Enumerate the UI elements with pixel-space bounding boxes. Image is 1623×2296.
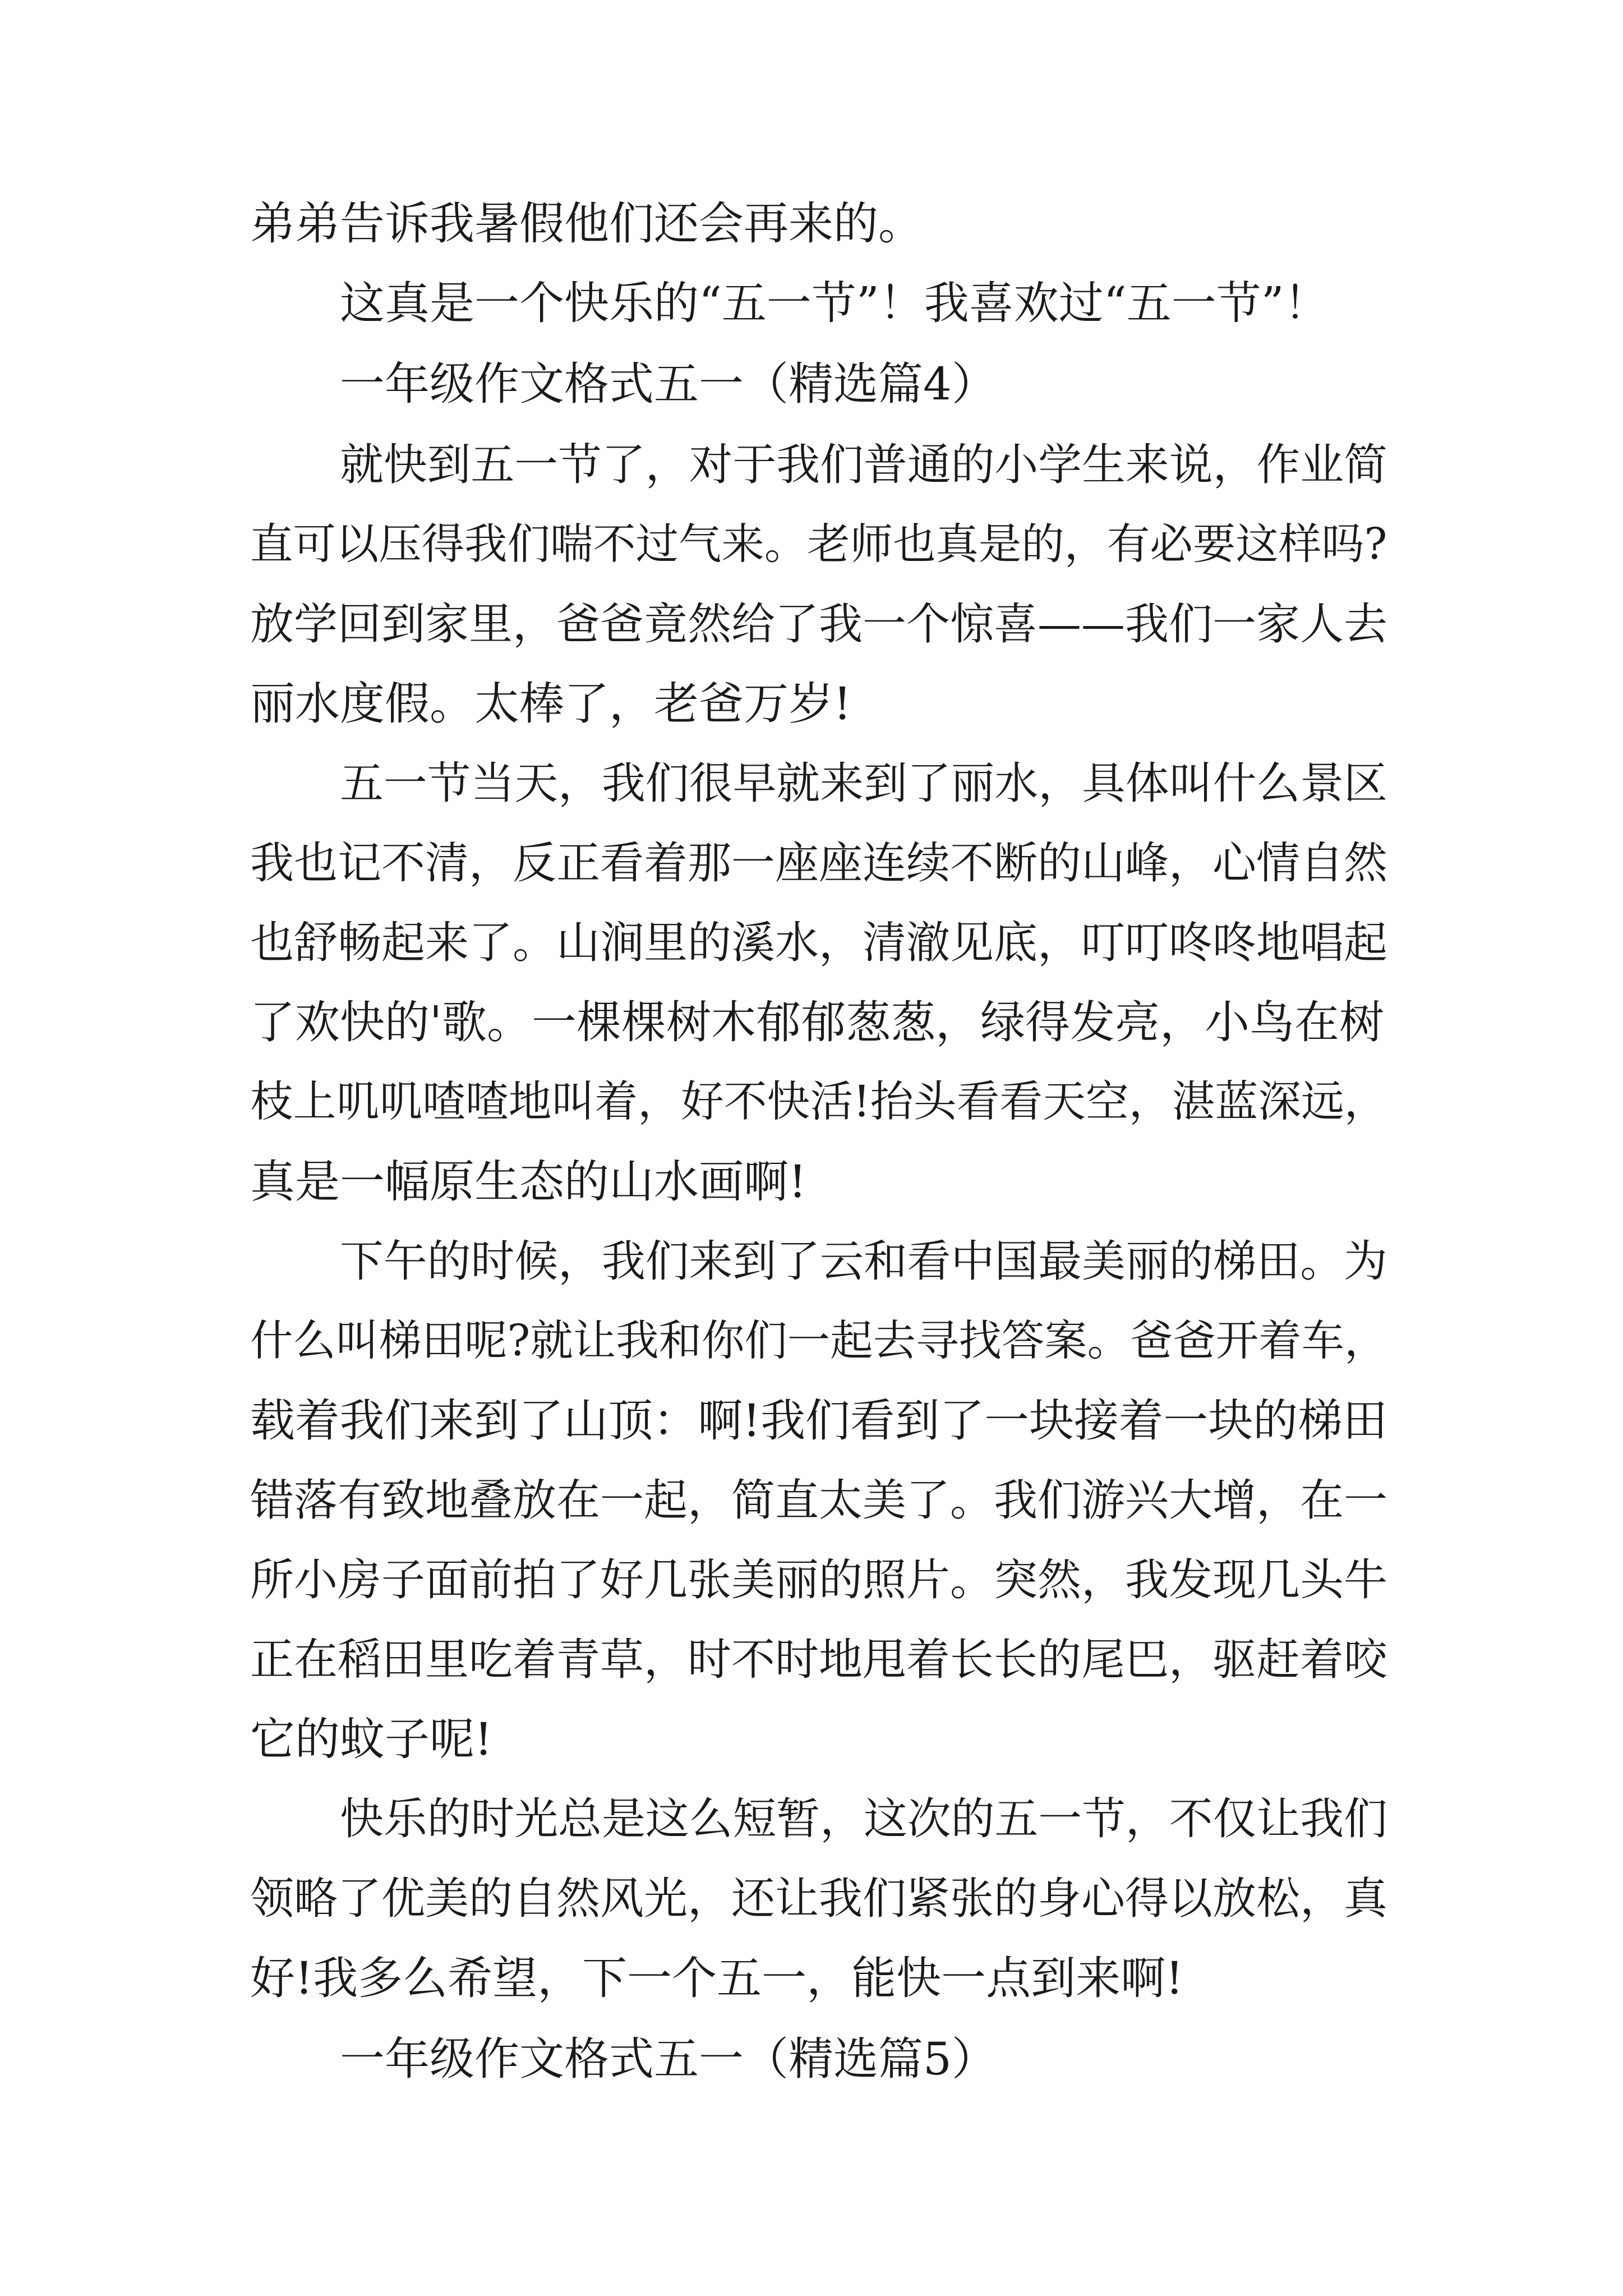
paragraph-line: 载着我们来到了山顶：啊!我们看到了一块接着一块的梯田 bbox=[250, 1395, 1387, 1447]
paragraph-line: 这真是一个快乐的“五一节”！我喜欢过“五一节”！ bbox=[340, 277, 1329, 329]
paragraph-line: 所小房子面前拍了好几张美丽的照片。突然，我发现几头牛 bbox=[250, 1555, 1388, 1605]
paragraph-line: 真是一幅原生态的山水画啊! bbox=[250, 1156, 807, 1208]
paragraph-line: 下午的时候，我们来到了云和看中国最美丽的梯田。为 bbox=[340, 1236, 1387, 1287]
paragraph-line: 好!我多么希望，下一个五一，能快一点到来啊! bbox=[250, 1952, 1184, 2004]
paragraph-line: 直可以压得我们喘不过气来。老师也真是的，有必要这样吗? bbox=[250, 519, 1387, 569]
paragraph-line: 枝上叽叽喳喳地叫着，好不快活!抬头看看天空，湛蓝深远， bbox=[250, 1077, 1387, 1127]
paragraph-line: 正在稻田里吃着青草，时不时地甩着长长的尾巴，驱赶着咬 bbox=[250, 1635, 1388, 1685]
paragraph-line: 五一节当天，我们很早就来到了丽水，具体叫什么景区 bbox=[340, 758, 1387, 809]
paragraph-line: 我也记不清，反正看着那一座座连续不断的山峰，心情自然 bbox=[250, 838, 1388, 889]
paragraph-line: 了欢快的'歌。一棵棵树木郁郁葱葱，绿得发亮，小鸟在树 bbox=[250, 996, 1384, 1048]
paragraph-line: 弟弟告诉我暑假他们还会再来的。 bbox=[250, 197, 923, 250]
paragraph-line: 丽水度假。太棒了，老爸万岁! bbox=[250, 678, 852, 730]
paragraph-line: 什么叫梯田呢?就让我和你们一起去寻找答案。爸爸开着车， bbox=[250, 1316, 1387, 1366]
paragraph-line: 快乐的时光总是这么短暂，这次的五一节，不仅让我们 bbox=[340, 1794, 1387, 1844]
paragraph-line: 它的蚊子呢! bbox=[250, 1713, 493, 1765]
section-heading: 一年级作文格式五一（精选篇5） bbox=[340, 2033, 997, 2085]
paragraph-line: 放学回到家里，爸爸竟然给了我一个惊喜——我们一家人去 bbox=[250, 599, 1388, 650]
paragraph-line: 就快到五一节了，对于我们普通的小学生来说，作业简 bbox=[340, 440, 1387, 490]
section-heading: 一年级作文格式五一（精选篇4） bbox=[340, 358, 997, 410]
paragraph-line: 错落有致地叠放在一起，简直太美了。我们游兴大增，在一 bbox=[250, 1475, 1388, 1526]
paragraph-line: 也舒畅起来了。山涧里的溪水，清澈见底，叮叮咚咚地唱起 bbox=[250, 918, 1388, 968]
paragraph-line: 领略了优美的自然风光，还让我们紧张的身心得以放松，真 bbox=[250, 1874, 1388, 1924]
